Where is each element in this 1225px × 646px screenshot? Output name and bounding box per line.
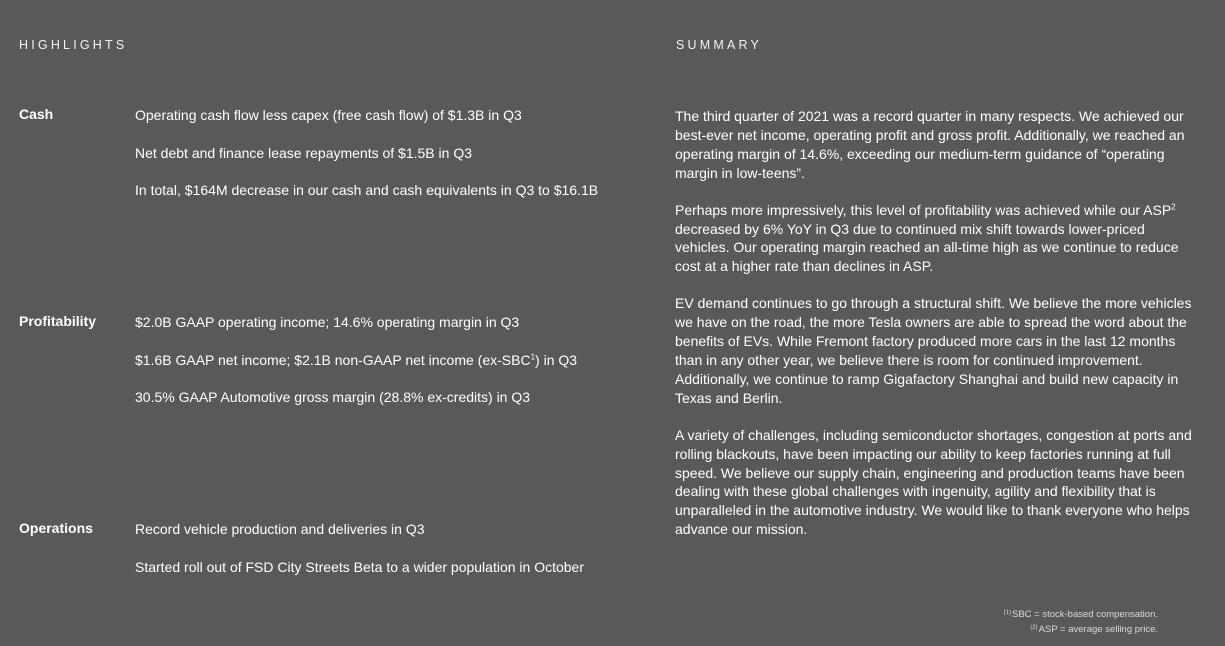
- summary-paragraph: [675, 201, 1195, 277]
- list-item: $2.0B GAAP operating income; 14.6% operating margin in Q3: [135, 314, 520, 330]
- summary-paragraph: A variety of challenges, including semiconductor shortages, congestion at ports and rolling blackouts, have been impacting our ability to keep factories running at full speed. We believe our supply chain, engineering and production teams have been dealing with these global challenges with ingenuity, agility and flexibility that is unparalleled in the automotive industry. We would like to thank everyone who helps advance our mission.: [675, 426, 1192, 538]
- list-item: [135, 352, 655, 390]
- operations-highlights-list: [135, 521, 655, 596]
- summary-text: decreased by 6% YoY in Q3 due to continued mix shift towards lower-priced vehicles. Our operating margin reached an all-time high as we continue to reduce cost at a higher rate than declines in ASP.: [675, 220, 1179, 275]
- footnote-mark: (1): [1003, 610, 1011, 616]
- footnote: [1004, 607, 1158, 622]
- summary-paragraph: The third quarter of 2021 was a record quarter in many respects. We achieved our best-ever net income, operating profit and gross profit. Additionally, we reached an operating margin of 14.6%, exceeding our medium-term guidance of “operating margin in low-teens”.: [675, 108, 1185, 181]
- summary-heading: SUMMARY: [676, 38, 763, 52]
- footnote-ref: 1: [530, 351, 536, 361]
- highlights-heading: HIGHLIGHTS: [19, 38, 128, 52]
- list-item-text: $1.6B GAAP net income; $2.1B non-GAAP net income (ex-SBC: [135, 351, 531, 368]
- list-item: Record vehicle production and deliveries in Q3: [135, 521, 425, 537]
- category-cash-label: Cash: [19, 106, 54, 122]
- profitability-highlights-list: [135, 314, 655, 427]
- list-item: Started roll out of FSD City Streets Beta to a wider population in October: [135, 558, 584, 575]
- list-item: 30.5% GAAP Automotive gross margin (28.8% ex-credits) in Q3: [135, 389, 531, 405]
- footnote-text: ASP = average selling price.: [1038, 623, 1158, 635]
- summary-paragraph: EV demand continues to go through a structural shift. We believe the more vehicles we have on the road, the more Tesla owners are able to spread the word about the benefits of EVs. While Fremont factory produced more cars in the last 12 months than in any other year, we believe there is room for continued improvement. Additionally, we continue to ramp Gigafactory Shanghai and build new capacity in Texas and Berlin.: [675, 295, 1192, 406]
- footnote-ref: 2: [1171, 201, 1176, 211]
- summary-body: [675, 107, 1195, 557]
- list-item: In total, $164M decrease in our cash and cash equivalents in Q3 to $16.1B: [135, 182, 599, 198]
- category-profitability-label: Profitability: [19, 313, 97, 329]
- summary-text: Perhaps more impressively, this level of profitability was achieved while our ASP: [675, 201, 1172, 218]
- category-operations-label: Operations: [19, 520, 93, 536]
- list-item: Operating cash flow less capex (free cash flow) of $1.3B in Q3: [135, 107, 522, 123]
- list-item-text-tail: ) in Q3: [535, 351, 578, 368]
- list-item: Net debt and finance lease repayments of $1.5B in Q3: [135, 144, 472, 161]
- footnote: [1004, 622, 1158, 637]
- footnote-mark: (2): [1030, 624, 1038, 631]
- footnote-text: SBC = stock-based compensation.: [1011, 609, 1158, 620]
- footnotes: [1004, 607, 1158, 636]
- cash-highlights-list: [135, 107, 655, 220]
